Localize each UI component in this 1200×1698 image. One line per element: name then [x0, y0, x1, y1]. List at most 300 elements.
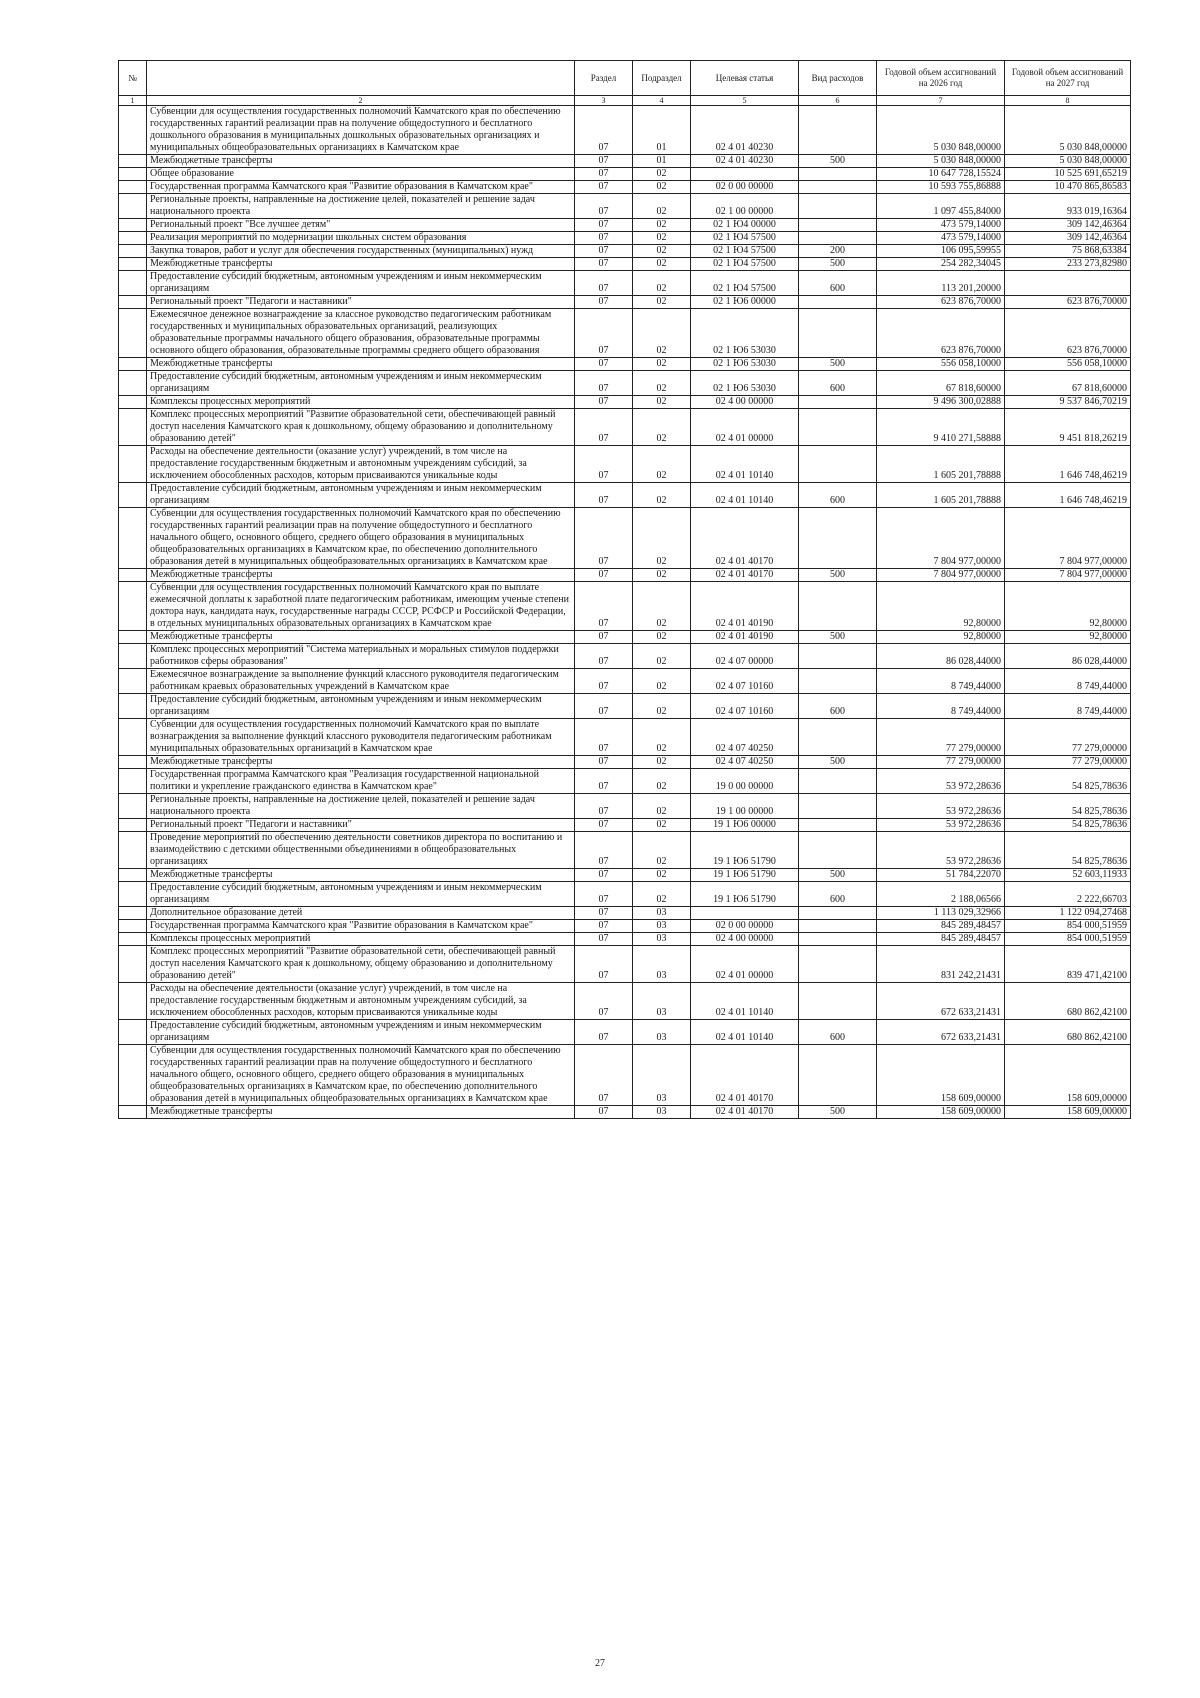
- row-razdel: 07: [575, 296, 633, 309]
- row-y2027: 854 000,51959: [1005, 933, 1131, 946]
- table-row: [119, 106, 1131, 155]
- row-name: Региональный проект "Педагоги и наставники": [147, 819, 575, 832]
- row-y2027: 5 030 848,00000: [1005, 106, 1131, 155]
- row-target: 02 4 07 40250: [691, 719, 799, 756]
- row-vid: [799, 794, 877, 819]
- row-number: [119, 483, 147, 508]
- row-razdel: 07: [575, 309, 633, 358]
- row-target: 02 4 01 40170: [691, 1045, 799, 1106]
- row-number: [119, 756, 147, 769]
- row-razdel: 07: [575, 106, 633, 155]
- row-razdel: 07: [575, 1020, 633, 1045]
- row-target: 02 4 01 10140: [691, 983, 799, 1020]
- table-row: [119, 446, 1131, 483]
- row-target: 02 1 Ю4 57500: [691, 232, 799, 245]
- row-number: [119, 396, 147, 409]
- row-vid: 500: [799, 631, 877, 644]
- row-vid: [799, 933, 877, 946]
- row-podrazdel: 02: [633, 832, 691, 869]
- row-y2026: 1 605 201,78888: [877, 483, 1005, 508]
- row-target: 19 1 Ю6 51790: [691, 869, 799, 882]
- row-vid: 500: [799, 155, 877, 168]
- row-number: [119, 409, 147, 446]
- row-number: [119, 446, 147, 483]
- row-y2027: 7 804 977,00000: [1005, 569, 1131, 582]
- row-target: 02 4 01 00000: [691, 946, 799, 983]
- row-number: [119, 869, 147, 882]
- row-number: [119, 168, 147, 181]
- row-podrazdel: 02: [633, 794, 691, 819]
- row-y2027: 556 058,10000: [1005, 358, 1131, 371]
- colnum-7: 7: [877, 96, 1005, 106]
- row-razdel: 07: [575, 1106, 633, 1119]
- row-y2027: 67 818,60000: [1005, 371, 1131, 396]
- row-number: [119, 644, 147, 669]
- row-razdel: 07: [575, 245, 633, 258]
- row-vid: [799, 181, 877, 194]
- row-target: 02 1 Ю6 53030: [691, 371, 799, 396]
- row-number: [119, 819, 147, 832]
- row-y2027: 1 122 094,27468: [1005, 907, 1131, 920]
- row-y2026: 556 058,10000: [877, 358, 1005, 371]
- header-name: [147, 61, 575, 96]
- row-y2027: 92,80000: [1005, 582, 1131, 631]
- row-y2026: 831 242,21431: [877, 946, 1005, 983]
- row-number: [119, 181, 147, 194]
- row-y2026: 77 279,00000: [877, 756, 1005, 769]
- row-podrazdel: 02: [633, 271, 691, 296]
- row-number: [119, 155, 147, 168]
- row-razdel: 07: [575, 946, 633, 983]
- row-target: 19 1 Ю6 51790: [691, 832, 799, 869]
- row-razdel: 07: [575, 882, 633, 907]
- row-name: Региональные проекты, направленные на достижение целей, показателей и решение задач национального проекта: [147, 194, 575, 219]
- row-y2026: 623 876,70000: [877, 309, 1005, 358]
- row-target: [691, 168, 799, 181]
- row-y2026: 623 876,70000: [877, 296, 1005, 309]
- row-podrazdel: 02: [633, 168, 691, 181]
- row-podrazdel: 02: [633, 371, 691, 396]
- row-name: Комплексы процессных мероприятий: [147, 933, 575, 946]
- row-razdel: 07: [575, 983, 633, 1020]
- row-name: Ежемесячное денежное вознаграждение за классное руководство педагогическим работникам государственных и муниципальных образовательных организаций, реализующих образовательные программы начального общего образования, образовательные программы основного общего образования, образовательные программы среднего общего образования: [147, 309, 575, 358]
- table-row: [119, 819, 1131, 832]
- row-y2026: 53 972,28636: [877, 769, 1005, 794]
- row-podrazdel: 02: [633, 582, 691, 631]
- row-y2027: 158 609,00000: [1005, 1106, 1131, 1119]
- row-razdel: 07: [575, 446, 633, 483]
- row-razdel: 07: [575, 1045, 633, 1106]
- row-vid: [799, 946, 877, 983]
- row-razdel: 07: [575, 181, 633, 194]
- row-podrazdel: 03: [633, 1106, 691, 1119]
- header-podrazdel: Подраздел: [633, 61, 691, 96]
- row-target: 02 0 00 00000: [691, 920, 799, 933]
- row-vid: [799, 508, 877, 569]
- row-name: Проведение мероприятий по обеспечению деятельности советников директора по воспитанию и взаимодействию с детскими общественными объединениями в общеобразовательных организациях: [147, 832, 575, 869]
- table-row: [119, 396, 1131, 409]
- row-podrazdel: 02: [633, 181, 691, 194]
- header-numbers-row: [119, 96, 1131, 106]
- row-y2027: 54 825,78636: [1005, 819, 1131, 832]
- row-vid: 500: [799, 358, 877, 371]
- table-row: [119, 1045, 1131, 1106]
- row-name: Государственная программа Камчатского края "Развитие образования в Камчатском крае": [147, 181, 575, 194]
- row-podrazdel: 03: [633, 907, 691, 920]
- row-y2027: 54 825,78636: [1005, 794, 1131, 819]
- table-row: [119, 920, 1131, 933]
- row-y2027: 158 609,00000: [1005, 1045, 1131, 1106]
- row-target: 02 0 00 00000: [691, 181, 799, 194]
- row-number: [119, 296, 147, 309]
- row-podrazdel: 02: [633, 669, 691, 694]
- budget-table: [118, 60, 1131, 1119]
- row-name: Комплекс процессных мероприятий "Развитие образовательной сети, обеспечивающей равный доступ населения Камчатского края к дошкольному, общему образованию и дополнительному образованию детей": [147, 409, 575, 446]
- row-vid: 500: [799, 869, 877, 882]
- row-target: 02 4 01 40170: [691, 569, 799, 582]
- table-row: [119, 296, 1131, 309]
- row-vid: 600: [799, 1020, 877, 1045]
- row-y2027: 2 222,66703: [1005, 882, 1131, 907]
- row-podrazdel: 02: [633, 409, 691, 446]
- row-y2026: 7 804 977,00000: [877, 508, 1005, 569]
- budget-sheet: [118, 60, 1130, 1119]
- row-name: Расходы на обеспечение деятельности (оказание услуг) учреждений, в том числе на предоставление государственным бюджетным и автономным учреждениям субсидий, за исключением обособленных расходов, которым присваиваются уникальные коды: [147, 983, 575, 1020]
- header-no: №: [119, 61, 147, 96]
- row-y2027: 9 451 818,26219: [1005, 409, 1131, 446]
- row-number: [119, 832, 147, 869]
- row-y2026: 845 289,48457: [877, 920, 1005, 933]
- row-y2027: 233 273,82980: [1005, 258, 1131, 271]
- row-vid: [799, 719, 877, 756]
- row-razdel: 07: [575, 371, 633, 396]
- colnum-5: 5: [691, 96, 799, 106]
- row-razdel: 07: [575, 756, 633, 769]
- row-y2027: 309 142,46364: [1005, 219, 1131, 232]
- row-name: Межбюджетные трансферты: [147, 258, 575, 271]
- row-name: Комплексы процессных мероприятий: [147, 396, 575, 409]
- row-podrazdel: 02: [633, 769, 691, 794]
- row-razdel: 07: [575, 168, 633, 181]
- row-target: 02 4 01 40170: [691, 1106, 799, 1119]
- row-podrazdel: 02: [633, 569, 691, 582]
- row-y2027: 680 862,42100: [1005, 983, 1131, 1020]
- colnum-6: 6: [799, 96, 877, 106]
- row-target: 02 1 Ю4 57500: [691, 271, 799, 296]
- row-y2027: 933 019,16364: [1005, 194, 1131, 219]
- row-target: 02 4 07 40250: [691, 756, 799, 769]
- table-row: [119, 483, 1131, 508]
- row-name: Предоставление субсидий бюджетным, автономным учреждениям и иным некоммерческим организациям: [147, 694, 575, 719]
- row-y2027: 1 646 748,46219: [1005, 446, 1131, 483]
- row-name: Предоставление субсидий бюджетным, автономным учреждениям и иным некоммерческим организациям: [147, 882, 575, 907]
- row-podrazdel: 02: [633, 882, 691, 907]
- row-razdel: 07: [575, 155, 633, 168]
- row-y2026: 473 579,14000: [877, 219, 1005, 232]
- row-name: Межбюджетные трансферты: [147, 869, 575, 882]
- row-vid: [799, 983, 877, 1020]
- row-y2026: 53 972,28636: [877, 819, 1005, 832]
- row-razdel: 07: [575, 832, 633, 869]
- row-number: [119, 258, 147, 271]
- row-number: [119, 946, 147, 983]
- row-y2026: 77 279,00000: [877, 719, 1005, 756]
- row-y2026: 158 609,00000: [877, 1106, 1005, 1119]
- colnum-2: 2: [147, 96, 575, 106]
- row-number: [119, 631, 147, 644]
- row-razdel: 07: [575, 358, 633, 371]
- table-row: [119, 371, 1131, 396]
- row-vid: [799, 409, 877, 446]
- header-vid: Вид расходов: [799, 61, 877, 96]
- row-y2027: 54 825,78636: [1005, 832, 1131, 869]
- row-podrazdel: 02: [633, 446, 691, 483]
- row-y2026: 5 030 848,00000: [877, 106, 1005, 155]
- table-row: [119, 769, 1131, 794]
- row-razdel: 07: [575, 258, 633, 271]
- table-row: [119, 1020, 1131, 1045]
- table-row: [119, 194, 1131, 219]
- row-vid: [799, 446, 877, 483]
- row-target: 02 1 Ю6 00000: [691, 296, 799, 309]
- row-razdel: 07: [575, 219, 633, 232]
- header-razdel: Раздел: [575, 61, 633, 96]
- table-row: [119, 882, 1131, 907]
- row-y2027: 54 825,78636: [1005, 769, 1131, 794]
- row-razdel: 07: [575, 271, 633, 296]
- table-row: [119, 271, 1131, 296]
- row-razdel: 07: [575, 232, 633, 245]
- table-row: [119, 983, 1131, 1020]
- row-y2027: 77 279,00000: [1005, 756, 1131, 769]
- row-number: [119, 907, 147, 920]
- row-podrazdel: 03: [633, 946, 691, 983]
- row-y2027: 309 142,46364: [1005, 232, 1131, 245]
- row-podrazdel: 02: [633, 309, 691, 358]
- row-name: Субвенции для осуществления государственных полномочий Камчатского края по обеспечению государственных гарантий реализации прав на получение общедоступного и бесплатного начального общего, основного общего, среднего общего образования в муниципальных общеобразовательных организациях в Камчатском крае, по обеспечению дополнительного образования детей в муниципальных общеобразовательных организациях в Камчатском крае: [147, 508, 575, 569]
- table-row: [119, 582, 1131, 631]
- row-podrazdel: 02: [633, 194, 691, 219]
- table-row: [119, 1106, 1131, 1119]
- row-number: [119, 508, 147, 569]
- row-podrazdel: 02: [633, 258, 691, 271]
- row-y2026: 8 749,44000: [877, 694, 1005, 719]
- table-row: [119, 946, 1131, 983]
- row-podrazdel: 02: [633, 869, 691, 882]
- row-name: Межбюджетные трансферты: [147, 1106, 575, 1119]
- row-y2027: 5 030 848,00000: [1005, 155, 1131, 168]
- row-y2026: 158 609,00000: [877, 1045, 1005, 1106]
- row-number: [119, 1106, 147, 1119]
- row-y2027: 623 876,70000: [1005, 309, 1131, 358]
- row-target: 19 1 00 00000: [691, 794, 799, 819]
- row-razdel: 07: [575, 794, 633, 819]
- table-row: [119, 644, 1131, 669]
- row-number: [119, 882, 147, 907]
- row-y2026: 9 410 271,58888: [877, 409, 1005, 446]
- row-podrazdel: 02: [633, 694, 691, 719]
- row-razdel: 07: [575, 569, 633, 582]
- row-podrazdel: 02: [633, 719, 691, 756]
- row-name: Дополнительное образование детей: [147, 907, 575, 920]
- row-vid: 600: [799, 483, 877, 508]
- row-target: 19 1 Ю6 51790: [691, 882, 799, 907]
- row-razdel: 07: [575, 694, 633, 719]
- row-podrazdel: 02: [633, 245, 691, 258]
- row-podrazdel: 01: [633, 155, 691, 168]
- row-y2026: 7 804 977,00000: [877, 569, 1005, 582]
- row-target: [691, 907, 799, 920]
- row-vid: [799, 920, 877, 933]
- row-razdel: 07: [575, 483, 633, 508]
- row-podrazdel: 01: [633, 106, 691, 155]
- row-number: [119, 769, 147, 794]
- row-name: Закупка товаров, работ и услуг для обеспечения государственных (муниципальных) нужд: [147, 245, 575, 258]
- row-razdel: 07: [575, 933, 633, 946]
- table-row: [119, 219, 1131, 232]
- table-row: [119, 933, 1131, 946]
- row-name: Межбюджетные трансферты: [147, 358, 575, 371]
- row-podrazdel: 02: [633, 396, 691, 409]
- row-number: [119, 271, 147, 296]
- colnum-8: 8: [1005, 96, 1131, 106]
- row-name: Общее образование: [147, 168, 575, 181]
- row-y2026: 113 201,20000: [877, 271, 1005, 296]
- row-vid: [799, 396, 877, 409]
- row-name: Субвенции для осуществления государственных полномочий Камчатского края по обеспечению государственных гарантий реализации прав на получение общедоступного и бесплатного начального общего, основного общего, среднего общего образования в муниципальных общеобразовательных организациях в Камчатском крае, по обеспечению дополнительного образования детей в муниципальных общеобразовательных организациях в Камчатском крае: [147, 1045, 575, 1106]
- row-podrazdel: 02: [633, 819, 691, 832]
- row-number: [119, 920, 147, 933]
- row-razdel: 07: [575, 508, 633, 569]
- row-y2027: 10 470 865,86583: [1005, 181, 1131, 194]
- row-number: [119, 983, 147, 1020]
- row-number: [119, 245, 147, 258]
- row-y2027: 86 028,44000: [1005, 644, 1131, 669]
- row-y2027: [1005, 271, 1131, 296]
- row-y2027: 52 603,11933: [1005, 869, 1131, 882]
- table-row: [119, 669, 1131, 694]
- row-y2027: 75 868,63384: [1005, 245, 1131, 258]
- row-number: [119, 1045, 147, 1106]
- row-y2026: 10 593 755,86888: [877, 181, 1005, 194]
- row-name: Предоставление субсидий бюджетным, автономным учреждениям и иным некоммерческим организациям: [147, 271, 575, 296]
- row-target: 02 1 Ю6 53030: [691, 358, 799, 371]
- row-vid: [799, 168, 877, 181]
- row-vid: [799, 769, 877, 794]
- row-target: 02 4 01 00000: [691, 409, 799, 446]
- colnum-4: 4: [633, 96, 691, 106]
- row-name: Межбюджетные трансферты: [147, 155, 575, 168]
- row-podrazdel: 03: [633, 920, 691, 933]
- row-name: Межбюджетные трансферты: [147, 756, 575, 769]
- row-number: [119, 669, 147, 694]
- row-y2026: 106 095,59955: [877, 245, 1005, 258]
- row-podrazdel: 02: [633, 631, 691, 644]
- table-row: [119, 569, 1131, 582]
- header-y2026: Годовой объем ассигнований на 2026 год: [877, 61, 1005, 96]
- table-row: [119, 309, 1131, 358]
- row-y2026: 51 784,22070: [877, 869, 1005, 882]
- row-y2027: 854 000,51959: [1005, 920, 1131, 933]
- row-target: 02 1 00 00000: [691, 194, 799, 219]
- row-y2026: 67 818,60000: [877, 371, 1005, 396]
- row-name: Субвенции для осуществления государственных полномочий Камчатского края по выплате вознаграждения за выполнение функций классного руководителя педагогическим работникам муниципальных образовательных организаций в Камчатском крае: [147, 719, 575, 756]
- row-number: [119, 194, 147, 219]
- row-vid: [799, 309, 877, 358]
- row-razdel: 07: [575, 920, 633, 933]
- row-vid: [799, 907, 877, 920]
- row-podrazdel: 02: [633, 296, 691, 309]
- row-target: 02 1 Ю4 57500: [691, 258, 799, 271]
- row-y2026: 5 030 848,00000: [877, 155, 1005, 168]
- row-vid: 600: [799, 882, 877, 907]
- row-y2027: 8 749,44000: [1005, 694, 1131, 719]
- row-y2026: 8 749,44000: [877, 669, 1005, 694]
- row-target: 02 4 07 10160: [691, 694, 799, 719]
- row-vid: 500: [799, 756, 877, 769]
- header-y2027: Годовой объем ассигнований на 2027 год: [1005, 61, 1131, 96]
- row-vid: [799, 669, 877, 694]
- row-target: 02 4 00 00000: [691, 933, 799, 946]
- row-y2026: 86 028,44000: [877, 644, 1005, 669]
- row-razdel: 07: [575, 582, 633, 631]
- row-y2027: 77 279,00000: [1005, 719, 1131, 756]
- row-razdel: 07: [575, 719, 633, 756]
- row-target: 02 4 01 40190: [691, 631, 799, 644]
- row-y2026: 672 633,21431: [877, 983, 1005, 1020]
- row-name: Расходы на обеспечение деятельности (оказание услуг) учреждений, в том числе на предоставление государственным бюджетным и автономным учреждениям субсидий, за исключением обособленных расходов, которым присваиваются уникальные коды: [147, 446, 575, 483]
- row-number: [119, 694, 147, 719]
- row-y2027: 839 471,42100: [1005, 946, 1131, 983]
- row-name: Региональные проекты, направленные на достижение целей, показателей и решение задач национального проекта: [147, 794, 575, 819]
- row-name: Предоставление субсидий бюджетным, автономным учреждениям и иным некоммерческим организациям: [147, 483, 575, 508]
- row-razdel: 07: [575, 396, 633, 409]
- row-y2026: 254 282,34045: [877, 258, 1005, 271]
- row-vid: [799, 232, 877, 245]
- table-row: [119, 794, 1131, 819]
- row-y2026: 92,80000: [877, 582, 1005, 631]
- row-y2027: 1 646 748,46219: [1005, 483, 1131, 508]
- row-name: Межбюджетные трансферты: [147, 569, 575, 582]
- row-target: 02 4 01 40190: [691, 582, 799, 631]
- row-y2027: 92,80000: [1005, 631, 1131, 644]
- row-name: Государственная программа Камчатского края "Реализация государственной национальной политики и укрепление гражданского единства в Камчатском крае": [147, 769, 575, 794]
- table-row: [119, 168, 1131, 181]
- row-razdel: 07: [575, 819, 633, 832]
- row-number: [119, 309, 147, 358]
- table-row: [119, 719, 1131, 756]
- row-y2027: 9 537 846,70219: [1005, 396, 1131, 409]
- row-vid: [799, 832, 877, 869]
- row-number: [119, 569, 147, 582]
- header-target: Целевая статья: [691, 61, 799, 96]
- row-vid: [799, 194, 877, 219]
- row-vid: 500: [799, 1106, 877, 1119]
- table-row: [119, 155, 1131, 168]
- row-vid: 500: [799, 569, 877, 582]
- row-vid: [799, 644, 877, 669]
- row-target: 02 1 Ю4 00000: [691, 219, 799, 232]
- row-vid: 600: [799, 271, 877, 296]
- row-y2026: 92,80000: [877, 631, 1005, 644]
- row-y2027: 8 749,44000: [1005, 669, 1131, 694]
- row-y2026: 9 496 300,02888: [877, 396, 1005, 409]
- row-number: [119, 1020, 147, 1045]
- row-name: Региональный проект "Педагоги и наставники": [147, 296, 575, 309]
- table-row: [119, 832, 1131, 869]
- row-number: [119, 371, 147, 396]
- row-target: 02 4 01 10140: [691, 1020, 799, 1045]
